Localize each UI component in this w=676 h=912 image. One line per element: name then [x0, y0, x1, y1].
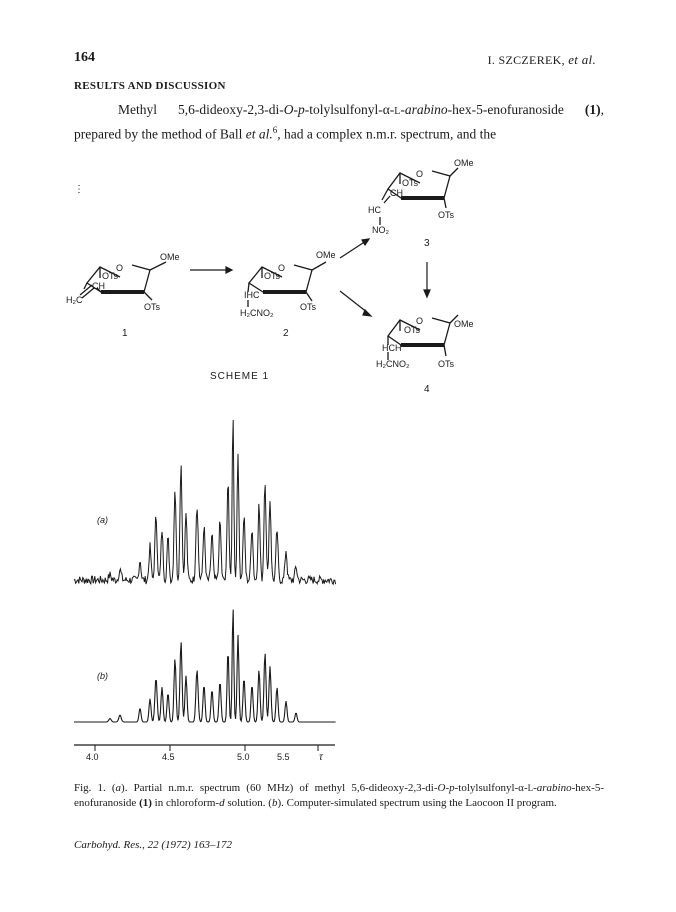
- c4-ots-top: OTs: [404, 325, 421, 335]
- body-paragraph: Methyl 5,6-dideoxy-2,3-di-O-p-tolylsulfonyl-α-L-arabino-hex-5-enofuranoside (1), prepared by the method of Ball et al.$^6$, had a complex n.m.r. spectrum, and the: [74, 102, 604, 142]
- c2-ots-bottom: OTs: [300, 302, 317, 312]
- c1-ring-o: O: [116, 263, 124, 273]
- reaction-scheme: [0, 0, 676, 420]
- c3-ots-top: OTs: [402, 178, 419, 188]
- c3-no2: NO₂: [372, 225, 389, 235]
- tau-unit: τ: [319, 752, 323, 763]
- c4-h2cno2: H₂CNO₂: [376, 359, 410, 369]
- c2-h2cno2: H₂CNO₂: [240, 308, 274, 318]
- c1-ots-top: OTs: [102, 271, 119, 281]
- arrow-2-to-3: [340, 241, 366, 258]
- c2-ome: OMe: [316, 250, 336, 260]
- tau-axis-ticks: [95, 745, 318, 751]
- scheme-label: SCHEME 1: [210, 371, 270, 382]
- c3-hc: HC: [368, 205, 381, 215]
- section-heading: RESULTS AND DISCUSSION: [74, 80, 226, 92]
- c4-ome: OMe: [454, 319, 474, 329]
- c4-hch: HCH: [382, 343, 402, 353]
- page-number: 164: [74, 50, 95, 65]
- c1-ots-bottom: OTs: [144, 302, 161, 312]
- figure-caption: Fig. 1. (a). Partial n.m.r. spectrum (60 MHz) of methyl 5,6-dideoxy-2,3-di-O-p-tolylsulfonyl-α-L-arabino-hex-5-enofuranoside (1) in chloroform-d solution. (b). Computer-simulated spectrum using the Laocoon II program.: [74, 782, 604, 809]
- compound-3-number: 3: [424, 238, 430, 249]
- c3-ring-o: O: [416, 169, 424, 179]
- c2-ots-top: OTs: [264, 271, 281, 281]
- journal-footer: Carbohyd. Res., 22 (1972) 163–172: [74, 839, 232, 851]
- c2-ring-o: O: [278, 263, 286, 273]
- c4-ots-bottom: OTs: [438, 359, 455, 369]
- margin-mark: ⋮: [74, 184, 84, 195]
- spectrum-b-trace: [74, 610, 336, 722]
- running-head-author: I. SZCZEREK,: [487, 53, 565, 67]
- panel-a-label: (a): [97, 515, 108, 525]
- tick-5-0: 5.0: [237, 752, 250, 762]
- compound-4-number: 4: [424, 384, 430, 395]
- c3-ome: OMe: [454, 158, 474, 168]
- c3-ots-bottom: OTs: [438, 210, 455, 220]
- compound-1-number: 1: [122, 328, 128, 339]
- tick-5-5: 5.5: [277, 752, 290, 762]
- panel-b-label: (b): [97, 671, 108, 681]
- spectrum-a-trace: [74, 420, 336, 584]
- compound-2-number: 2: [283, 328, 289, 339]
- tick-4-5: 4.5: [162, 752, 175, 762]
- c1-ome: OMe: [160, 252, 180, 262]
- tick-4-0: 4.0: [86, 752, 99, 762]
- c4-ring-o: O: [416, 316, 424, 326]
- arrow-2-to-4: [340, 291, 368, 313]
- running-head-etal: et al.: [568, 52, 596, 67]
- c3-ch: CH: [390, 188, 403, 198]
- c2-ihc: IHC: [244, 290, 260, 300]
- c1-ch: CH: [92, 281, 105, 291]
- c1-h2c: H₂C: [66, 295, 83, 305]
